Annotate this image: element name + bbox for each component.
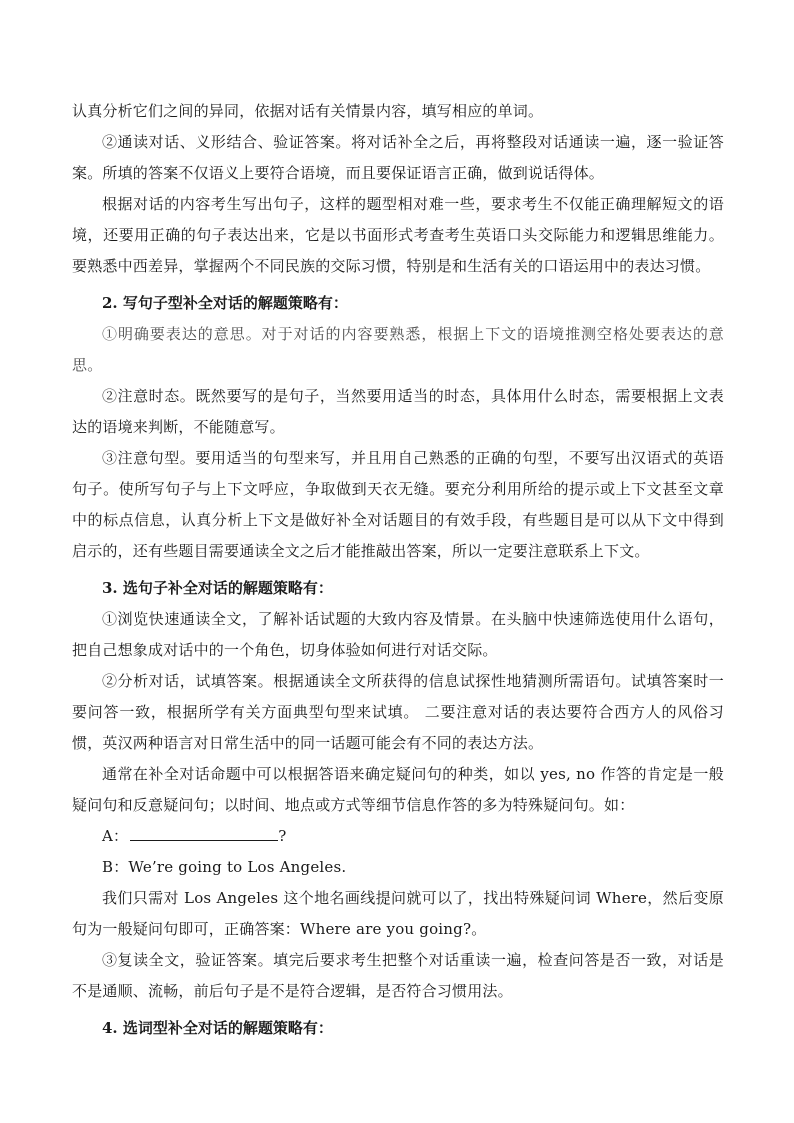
paragraph-strategy-2-point-3: ③注意句型。要用适当的句型来写，并且用自己熟悉的正确的句型，不要写出汉语式的英语句子。使所写句子与上下文呼应，争取做到天衣无缝。要充分利用所给的提示或上下文甚至文章中的标点信息，认真分析上下文是做好补全对话题目的有效手段，有些题目是可以从下文中得到启示的，还有些题目需要通读全文之后才能推敲出答案，所以一定要注意联系上下文。 <box>72 449 724 560</box>
heading-strategy-2: 2. 写句子型补全对话的解题策略有： <box>102 294 348 312</box>
heading-strategy-4: 4. 选词型补全对话的解题策略有： <box>102 1019 333 1037</box>
dialog-question-mark: ? <box>278 827 287 845</box>
paragraph-example-explanation: 我们只需对 Los Angeles 这个地名画线提问就可以了，找出特殊疑问词 Where，然后变原句为一般疑问句即可，正确答案：Where are you going?。 <box>72 889 724 938</box>
dialog-line-a <box>72 821 724 852</box>
paragraph-strategy-3-point-2: ②分析对话，试填答案。根据通读全文所获得的信息试探性地猜测所需语句。试填答案时一要问答一致，根据所学有关方面典型句型来试填。 二要注意对话的表达要符合西方人的风俗习惯，英汉两种语言对日常生活中的同一话题可能会有不同的表达方法。 <box>72 672 724 752</box>
dialog-line-b: B：We’re going to Los Angeles. <box>102 858 347 876</box>
answer-blank <box>130 826 278 841</box>
document-page <box>72 96 724 1044</box>
paragraph-strategy-3-point-1: ①浏览快速通读全文，了解补话试题的大致内容及情景。在头脑中快速筛选使用什么语句，把自己想象成对话中的一个角色，切身体验如何进行对话交际。 <box>72 610 724 659</box>
paragraph-verify-answers: ②通读对话、义形结合、验证答案。将对话补全之后，再将整段对话通读一遍，逐一验证答案。所填的答案不仅语义上要符合语境，而且要保证语言正确，做到说话得体。 <box>72 133 724 182</box>
paragraph-strategy-2-point-1: ①明确要表达的意思。对于对话的内容要熟悉，根据上下文的语境推测空格处要表达的意思。 <box>72 325 724 374</box>
dialog-speaker-a: A： <box>102 827 129 845</box>
paragraph-strategy-2-point-2: ②注意时态。既然要写的是句子，当然要用适当的时态，具体用什么时态，需要根据上文表达的语境来判断，不能随意写。 <box>72 387 724 436</box>
heading-strategy-3: 3. 选句子补全对话的解题策略有： <box>102 579 333 597</box>
paragraph-intro-continuation: 认真分析它们之间的异同，依据对话有关情景内容，填写相应的单词。 <box>72 102 544 120</box>
paragraph-question-types: 通常在补全对话命题中可以根据答语来确定疑问句的种类，如以 yes, no 作答的肯定是一般疑问句和反意疑问句；以时间、地点或方式等细节信息作答的多为特殊疑问句。如： <box>72 765 724 814</box>
paragraph-strategy-3-point-3: ③复读全文，验证答案。填完后要求考生把整个对话重读一遍，检查问答是否一致，对话是不是通顺、流畅，前后句子是不是符合逻辑，是否符合习惯用法。 <box>72 951 724 1000</box>
paragraph-write-sentences-overview: 根据对话的内容考生写出句子，这样的题型相对难一些，要求考生不仅能正确理解短文的语境，还要用正确的句子表达出来，它是以书面形式考查考生英语口头交际能力和逻辑思维能力。要熟悉中西差异，掌握两个不同民族的交际习惯，特别是和生活有关的口语运用中的表达习惯。 <box>72 195 724 275</box>
